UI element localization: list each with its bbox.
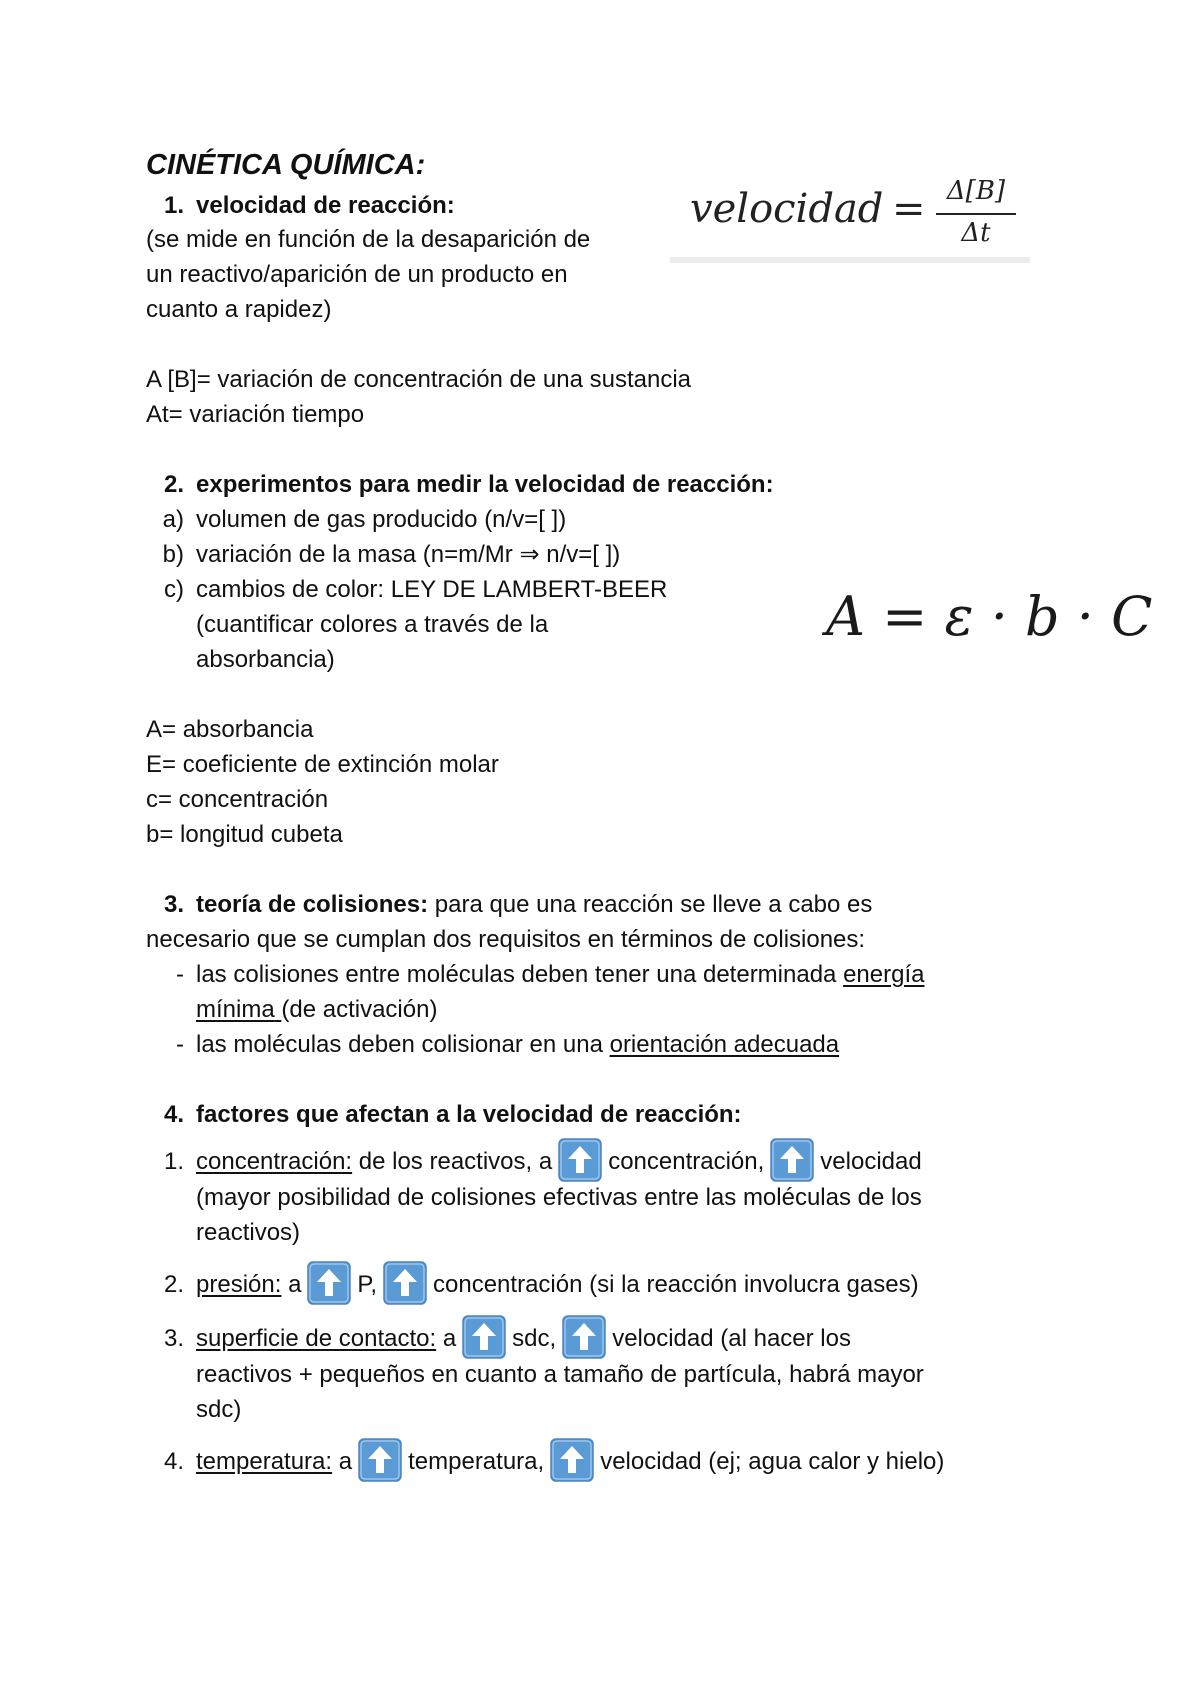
section4-heading: 4. factores que afectan a la velocidad de reacción: [163, 1101, 742, 1128]
up-arrow-icon [462, 1315, 506, 1359]
list-item: - las moléculas deben colisionar en una orientación adecuada [176, 1031, 840, 1058]
section3-intro-line2: necesario que se cumplan dos requisitos en términos de colisiones: [146, 926, 866, 953]
formula-shadow [670, 257, 1030, 263]
section1-desc-line3: cuanto a rapidez) [146, 296, 332, 323]
item-c-cont-line2: absorbancia) [196, 646, 335, 673]
factor3-cont-line1: reactivos + pequeños en cuanto a tamaño de partícula, habrá mayor [196, 1361, 924, 1388]
section3-heading: 3. teoría de colisiones: para que una reacción se lleve a cabo es [163, 891, 873, 918]
factor1-cont-line1: (mayor posibilidad de colisiones efectivas entre las moléculas de los [196, 1184, 922, 1211]
lambert-beer-formula: A = ε · b · C [826, 585, 1153, 648]
fraction-bar [936, 213, 1016, 215]
def-delta-b: A [B]= variación de concentración de una sustancia [146, 366, 692, 393]
formula-denominator: Δt [961, 218, 991, 248]
factor-temperatura: 4. temperatura: a temperatura, velocidad (ej; agua calor y hielo) [146, 1436, 944, 1488]
def-longitud: b= longitud cubeta [146, 821, 343, 848]
factor1-cont-line2: reactivos) [196, 1219, 301, 1246]
list-item: - las colisiones entre moléculas deben tener una determinada energía [176, 961, 925, 988]
up-arrow-icon [307, 1261, 351, 1305]
page-title: CINÉTICA QUÍMICA: [146, 149, 426, 181]
up-arrow-icon [358, 1438, 402, 1482]
up-arrow-icon [550, 1438, 594, 1482]
formula-equals: = [892, 186, 926, 232]
factor-concentracion: 1. concentración: de los reactivos, a concentración, velocidad [146, 1136, 922, 1188]
bullet1-cont: mínima (de activación) [196, 996, 438, 1023]
factor-presion: 2. presión: a P, concentración (si la reacción involucra gases) [146, 1259, 919, 1311]
velocity-formula [670, 172, 1030, 264]
list-item: a) volumen de gas producido (n/v=[ ]) [162, 506, 567, 533]
item-c-cont-line1: (cuantificar colores a través de la [196, 611, 549, 638]
def-delta-t: At= variación tiempo [146, 401, 365, 428]
section1-heading: 1. velocidad de reacción: [163, 192, 455, 219]
formula-lhs: velocidad [690, 186, 884, 232]
def-extincion: E= coeficiente de extinción molar [146, 751, 499, 778]
factor-superficie: 3. superficie de contacto: a sdc, velocidad (al hacer los [146, 1313, 851, 1365]
section2-heading: 2. experimentos para medir la velocidad de reacción: [163, 471, 774, 498]
def-concentracion: c= concentración [146, 786, 329, 813]
up-arrow-icon [558, 1138, 602, 1182]
list-item: b) variación de la masa (n=m/Mr ⇒ n/v=[ ]) [162, 541, 621, 568]
def-absorbancia: A= absorbancia [146, 716, 314, 743]
up-arrow-icon [770, 1138, 814, 1182]
up-arrow-icon [562, 1315, 606, 1359]
section1-desc-line2: un reactivo/aparición de un producto en [146, 261, 568, 288]
section1-desc-line1: (se mide en función de la desaparición de [146, 226, 591, 253]
formula-numerator: Δ[B] [946, 176, 1006, 206]
list-item: c) cambios de color: LEY DE LAMBERT-BEER [164, 576, 668, 603]
factor3-cont-line2: sdc) [196, 1396, 242, 1423]
up-arrow-icon [383, 1261, 427, 1305]
